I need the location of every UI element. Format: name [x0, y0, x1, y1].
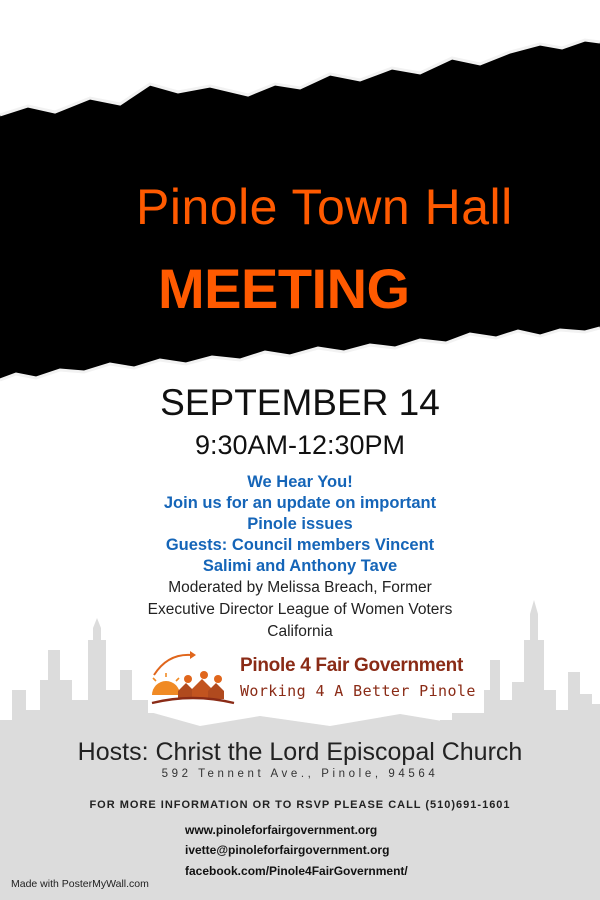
postermywall-credit: Made with PosterMyWall.com: [11, 878, 149, 890]
logo-tagline: Working 4 A Better Pinole: [240, 682, 476, 700]
blurb-line: We Hear You!: [247, 473, 353, 491]
blurb-line: Guests: Council members Vincent: [165, 536, 435, 554]
blurb-line: Salimi and Anthony Tave: [202, 557, 398, 575]
website-link[interactable]: www.pinoleforfairgovernment.org: [185, 823, 378, 837]
blurb-line: Pinole issues: [247, 515, 353, 533]
venue-address: 592 Tennent Ave., Pinole, 94564: [161, 768, 439, 780]
organization-logo: [148, 645, 484, 713]
event-subtitle: MEETING: [158, 257, 410, 320]
moderator-line: Executive Director League of Women Voters: [147, 601, 453, 618]
moderator-line: Moderated by Melissa Breach, Former: [168, 579, 432, 596]
logo-name: Pinole 4 Fair Government: [240, 655, 463, 676]
event-time: 9:30AM-12:30PM: [194, 430, 406, 460]
email-link[interactable]: ivette@pinoleforfairgovernment.org: [185, 843, 390, 857]
event-title: Pinole Town Hall: [136, 179, 513, 235]
sunrise-houses-icon: [148, 645, 238, 713]
rsvp-line: FOR MORE INFORMATION OR TO RSVP PLEASE CALL (510)691-1601: [89, 799, 511, 811]
hosts-line: Hosts: Christ the Lord Episcopal Church: [77, 738, 523, 766]
moderator-line: California: [267, 623, 333, 640]
blurb-line: Join us for an update on important: [163, 494, 437, 512]
facebook-link[interactable]: facebook.com/Pinole4FairGovernment/: [185, 864, 408, 878]
event-date: SEPTEMBER 14: [160, 382, 440, 423]
